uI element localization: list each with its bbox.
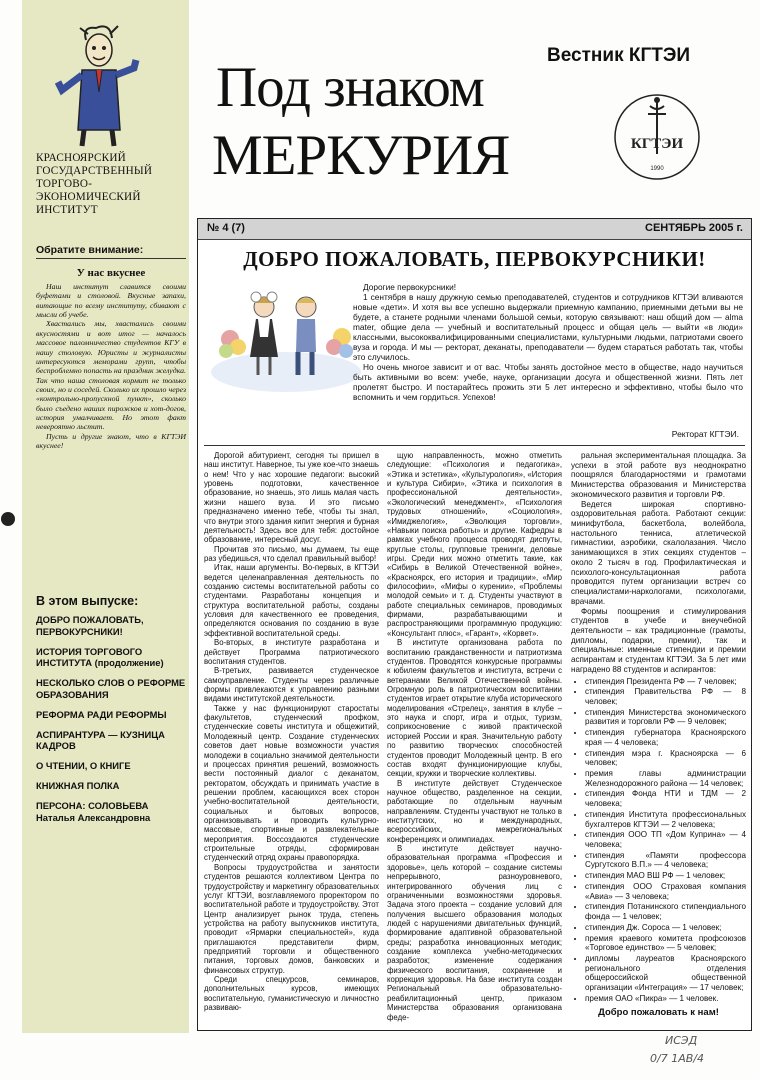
divider [204, 445, 745, 446]
paragraph: Среди спецкурсов, семинаров, дополнительных курсов, имеющих воспитательную, гуманистическую и личностно развиваю- [204, 975, 379, 1013]
bulletin-name: Вестник КГТЭИ [547, 45, 691, 66]
headline: ДОБРО ПОЖАЛОВАТЬ, ПЕРВОКУРСНИКИ! [243, 247, 706, 271]
toc-item[interactable]: ИСТОРИЯ ТОРГОВОГО ИНСТИТУТА (продолжение) [36, 645, 164, 668]
first-graders-illustration [206, 277, 366, 395]
punch-hole [1, 512, 15, 526]
logo-year: 1990 [650, 166, 664, 172]
university-name: КРАСНОЯРСКИЙ ГОСУДАРСТВЕННЫЙ ТОРГОВО-ЭКОНОМИЧЕСКИЙ ИНСТИТУТ [36, 152, 153, 216]
paragraph: ральная экспериментальная площадка. За успехи в этой работе вуз неоднократно поощрялся благодарностями и грамотами Министерства образования и Министерства экономического развития и торговли РФ. [571, 451, 746, 499]
list-item: • премия главы администрации Железнодорожного района — 14 человек; [585, 769, 746, 788]
intro-letter [353, 282, 743, 402]
paragraph: Во-вторых, в институте разработана и действует Программа патриотического воспитания студентов. [204, 638, 379, 666]
list-item: • стипендия МАО ВШ РФ — 1 человек; [585, 871, 746, 881]
toc-item[interactable]: КНИЖНАЯ ПОЛКА [36, 780, 120, 791]
table-of-contents [36, 614, 186, 832]
paragraph: Ведется широкая спортивно-оздоровительная работа. Работают секции: минифутбола, баскетбола, волейбола, настольного тенниса, атлетической гимнастики, аэробики, скалолазания. Число занимающихся в этих секциях студентов – около 2 тысяч в год. Профилактическая и психолого-консультационная работа проводится путем организации встреч со специалистами-наркологами, психологами, врачами. [571, 499, 746, 606]
list-item: • стипендия Дж. Сороса — 1 человек; [585, 923, 746, 933]
paragraph: Итак, наши аргументы. Во-первых, в КГТЭИ ведется целенаправленная деятельность по созданию системы воспитательной работы со студентами. Разработаны концепция и структура воспитательной работы, созданы условия для качественного ее проведения, определяются основания по созданию в вузе эффективной воспитательной среды. [204, 563, 379, 638]
list-item: • премия краевого комитета профсоюзов «Торговое единство» — 5 человек; [585, 934, 746, 953]
list-item: • стипендия ООО ТП «Дом Куприна» — 4 человека; [585, 830, 746, 849]
issue-date: СЕНТЯБРЬ 2005 г. [645, 222, 743, 234]
toc-heading: В этом выпуске: [36, 594, 139, 608]
paragraph: Прочитав это письмо, мы думаем, ты еще раз убедишься, что сделал правильный выбор! [204, 544, 379, 563]
paragraph: Хвастались мы, хвастались своими вкусностями и вот итог — началось массовое паломничество студентов КГУ в нашу столовую. Юристы и журналисты интересуются меморами групп, чтобы беспроблемно попасть на праздник желудка. Так что наша столовая кормит не только своих, но и соседей. Сколько их прошло через «контрольно-пропускной пункт», сколько было съедено наших пирожков и хот-догов, история умалчивает. Но этот факт невероятно льстит. [36, 319, 186, 432]
handwritten-note: 0/7 1АВ/4 [650, 1052, 704, 1065]
paragraph: Формы поощрения и стимулирования студентов в учебе и внеучебной деятельности – как традиционные (грамоты, дипломы, подарки, премии), так и специальные: именные стипендии и премии аспирантам и студентам КГТЭИ. За 5 лет ими наградено 88 студентов и аспирантов: [571, 606, 746, 674]
sidebar-article-text [36, 282, 186, 450]
list-item: • стипендия Фонда НТИ и ТДМ — 2 человека; [585, 789, 746, 808]
paragraph: В институте действует Студенческое научное общество, разделенное на секции, работающие по отдельным научным направлениям. Студенты участвуют не только в институтских, но и международных, всероссийских, межрегиональных конференциях и олимпиадах. [387, 778, 562, 844]
list-item: • стипендия Министерства экономического развития и торговли РФ — 9 человек; [585, 708, 746, 727]
list-item: • стипендия Потанинского стипендиального фонда — 1 человек; [585, 902, 746, 921]
toc-item[interactable]: О ЧТЕНИИ, О КНИГЕ [36, 760, 131, 771]
closing-line: Добро пожаловать к нам! [598, 1006, 719, 1018]
paragraph: В институте организована работа по воспитанию гражданственности и патриотизма студентов. Проводятся конкурсные программы к юбилеям факультетов и института, встречи с ветеранами Великой Отечественной войны. Огромную роль в патриотическом воспитании студентов играет открытие клуба исторического моделирования «Стрелец», занятия в клубе – это наука и спорт, игра и отдых, туризм, соприкосновение с живой практической историей России и края. Значительную работу по развитию творческих способностей студентов проводит Молодежный центр. В его состав входят функционирующие клубы, секции, кружки и творческие коллективы. [387, 638, 562, 779]
issue-number: № 4 (7) [207, 222, 245, 234]
list-item: • стипендия ООО Страховая компания «Авиа» — 3 человека; [585, 882, 746, 901]
main-article-box [197, 218, 752, 1031]
paragraph: Наш институт славится своими буфетами и столовой. Вкусные запахи, витающие по всему институту, сбивают с мысли об учебе. [36, 282, 186, 320]
handwritten-note: ИСЭД [665, 1034, 698, 1047]
column-1 [204, 451, 379, 1013]
masthead-title-line1: Под знаком [216, 56, 484, 119]
toc-item[interactable]: ПЕРСОНА: СОЛОВЬЕВА Наталья Александровна [36, 800, 151, 823]
toc-item[interactable]: ДОБРО ПОЖАЛОВАТЬ, ПЕРВОКУРСНИКИ! [36, 614, 144, 637]
list-item: • премия ОАО «Пикра» — 1 человек. [585, 994, 746, 1004]
list-item: • стипендия мэра г. Красноярска — 6 человек; [585, 749, 746, 768]
list-item: • стипендия Правительства РФ — 8 человек; [585, 687, 746, 706]
paragraph: Дорогие первокурсники! [363, 282, 457, 292]
scholarship-list [571, 677, 746, 1004]
column-2 [387, 451, 562, 1022]
signature: Ректорат КГТЭИ. [671, 429, 739, 439]
attention-heading: Обратите внимание: [36, 244, 186, 259]
masthead-title-line2: МЕРКУРИЯ [212, 124, 510, 187]
paragraph: Также у нас функционируют старостаты факультетов, студенческий профком, студенческие советы института и общежитий, Молодежный центр. Создание студенческих советов дает новые возможности участия молодежи в социально значимой деятельности и процессах принятия решений, возможность вести постоянный диалог с деканатом, ректоратом, обсуждать и принимать участие в решении проблем, касающихся всех сторон учебно-воспитательной деятельности, социальных и бытовых вопросов, организовывать и проводить культурно-массовые, спортивные и развлекательные мероприятия. Воссоздаются студенческие строительные отряды, сформирован студенческий отряд охраны правопорядка. [204, 703, 379, 863]
paragraph: Но очень многое зависит и от вас. Чтобы занять достойное место в обществе, надо научиться быть активными во всем: учебе, науке, организации досуга и общественной жизни. Пять лет пролетят быстро. И постарайтесь прожить эти 5 лет интересно и эффективно, чтобы было что вспомнить и чем гордиться. Успехов! [353, 362, 743, 402]
list-item: • стипендия губернатора Красноярского края — 4 человека; [585, 728, 746, 747]
list-item: • дипломы лауреатов Красноярского регионального отделения общероссийской общественной организации «Интеграция» — 17 человек; [585, 954, 746, 993]
list-item: • стипендия Президента РФ — 7 человек; [585, 677, 746, 687]
paragraph: щую направленность, можно отметить следующие: «Психология и педагогика», «Этика и эстетика», «Культурология», «История и культура Сибири», «Этика и психология в профессиональной деятельности», «Экологический менеджмент», «Психология трудовых отношений», «Социология», «Имиджелогия», «Эволюция торговли», «Навыки поиска работы» и другие. Кафедры в рамках учебного процесса проводят диспуты, круглые столы, групповые тренинги, деловые игры. Среди них можно отметить такие, как «Сибирь в Великой Отечественной войне», «Красноярск, его история и традиции», «Мир философии», «Мифы о курении», «Проблемы молодой семьи» и т. д. Студенты участвуют в работе специальных семинаров, проводимых фирмами, разрабатывающими и распространяющими программную продукцию: «Консультант плюс», «Гарант», «Корвет». [387, 451, 562, 638]
paragraph: В институте действует научно-образовательная программа «Профессия и здоровье», цель которой – создание системы непрерывного, разноуровневого, интегрированного обучения лиц с ограниченными возможностями здоровья. Задача этого проекта – создание условий для получения высшего образования молодых людей с нарушениями двигательных функций, формирование адаптивной образовательной среды; разработка инновационных методик; создание комплекса учебно-методических разработок; изменение содержания физического воспитания, сохранение и коррекция здоровья. На базе института создан Региональный образовательно-реабилитационный центр, приказом Министерства образования организована феде- [387, 844, 562, 1022]
issue-bar [198, 219, 751, 240]
list-item: • стипендия Института профессиональных бухгалтеров КГТЭИ — 2 человека; [585, 810, 746, 829]
paragraph: 1 сентября в нашу дружную семью преподавателей, студентов и сотрудников КГТЭИ вливаются новые «дети». И хотя вы все успешно выдержали приемную кампанию, приемными детьми вы не будете, а станете родными членами большой семьи, которую связывают: наш общий дом — alma mater, общие дела — учебный и воспитательный процесс и общая цель — выйти «в люди» классными, высококвалифицированными специалистами, культурными людьми, патриотами своего вуза и города. И мы — ректорат, деканаты, преподаватели — будем стараться работать так, чтобы это случилось. [353, 292, 743, 362]
paragraph: Дорогой абитуриент, сегодня ты пришел в наш институт. Наверное, ты уже кое-что знаешь о нем! Что у нас хорошие педагоги: высокий уровень подготовки, качественное образование, но знаешь, это лишь малая часть жизни нашего вуза. И это письмо предназначено именно тебе, чтобы ты знал, что внутри этого здания кипит энергия и бурная деятельность! Здесь все для тебя: достойное образование, интересный досуг. [204, 451, 379, 545]
paragraph: Пусть и другие знают, что в КГТЭИ вкуснее! [36, 431, 186, 451]
kgtei-logo [612, 92, 702, 182]
list-item: • стипендия «Памяти профессора Сургутского В.П.» — 4 человека; [585, 851, 746, 870]
sidebar-article-title: У нас вкуснее [76, 267, 146, 279]
logo-text: КГТЭИ [630, 136, 684, 152]
toc-item[interactable]: НЕСКОЛЬКО СЛОВ О РЕФОРМЕ ОБРАЗОВАНИЯ [36, 677, 186, 700]
column-3 [571, 451, 746, 1017]
paragraph: Вопросы трудоустройства и занятости студентов решаются коллективом Центра по трудоустройству и маркетингу образовательных услуг КГТЭИ, возглавляемого проректором по воспитательной работе и трудоустройству. Этот Центр анализирует рынок труда, степень устройства на работу выпускников института, проводит «Ярмарки специальностей», куда приглашаются представители фирм, предприятий торговли и общественного питания, торговых домов, банковских и финансовых структур. [204, 862, 379, 975]
paragraph: В-третьих, развивается студенческое самоуправление. Студенты через различные формы привлекаются к управлению разными видами институтской деятельности. [204, 666, 379, 704]
toc-item[interactable]: РЕФОРМА РАДИ РЕФОРМЫ [36, 708, 167, 720]
mercury-mascot-illustration [52, 20, 142, 150]
toc-item[interactable]: АСПИРАНТУРА — КУЗНИЦА КАДРОВ [36, 728, 165, 751]
